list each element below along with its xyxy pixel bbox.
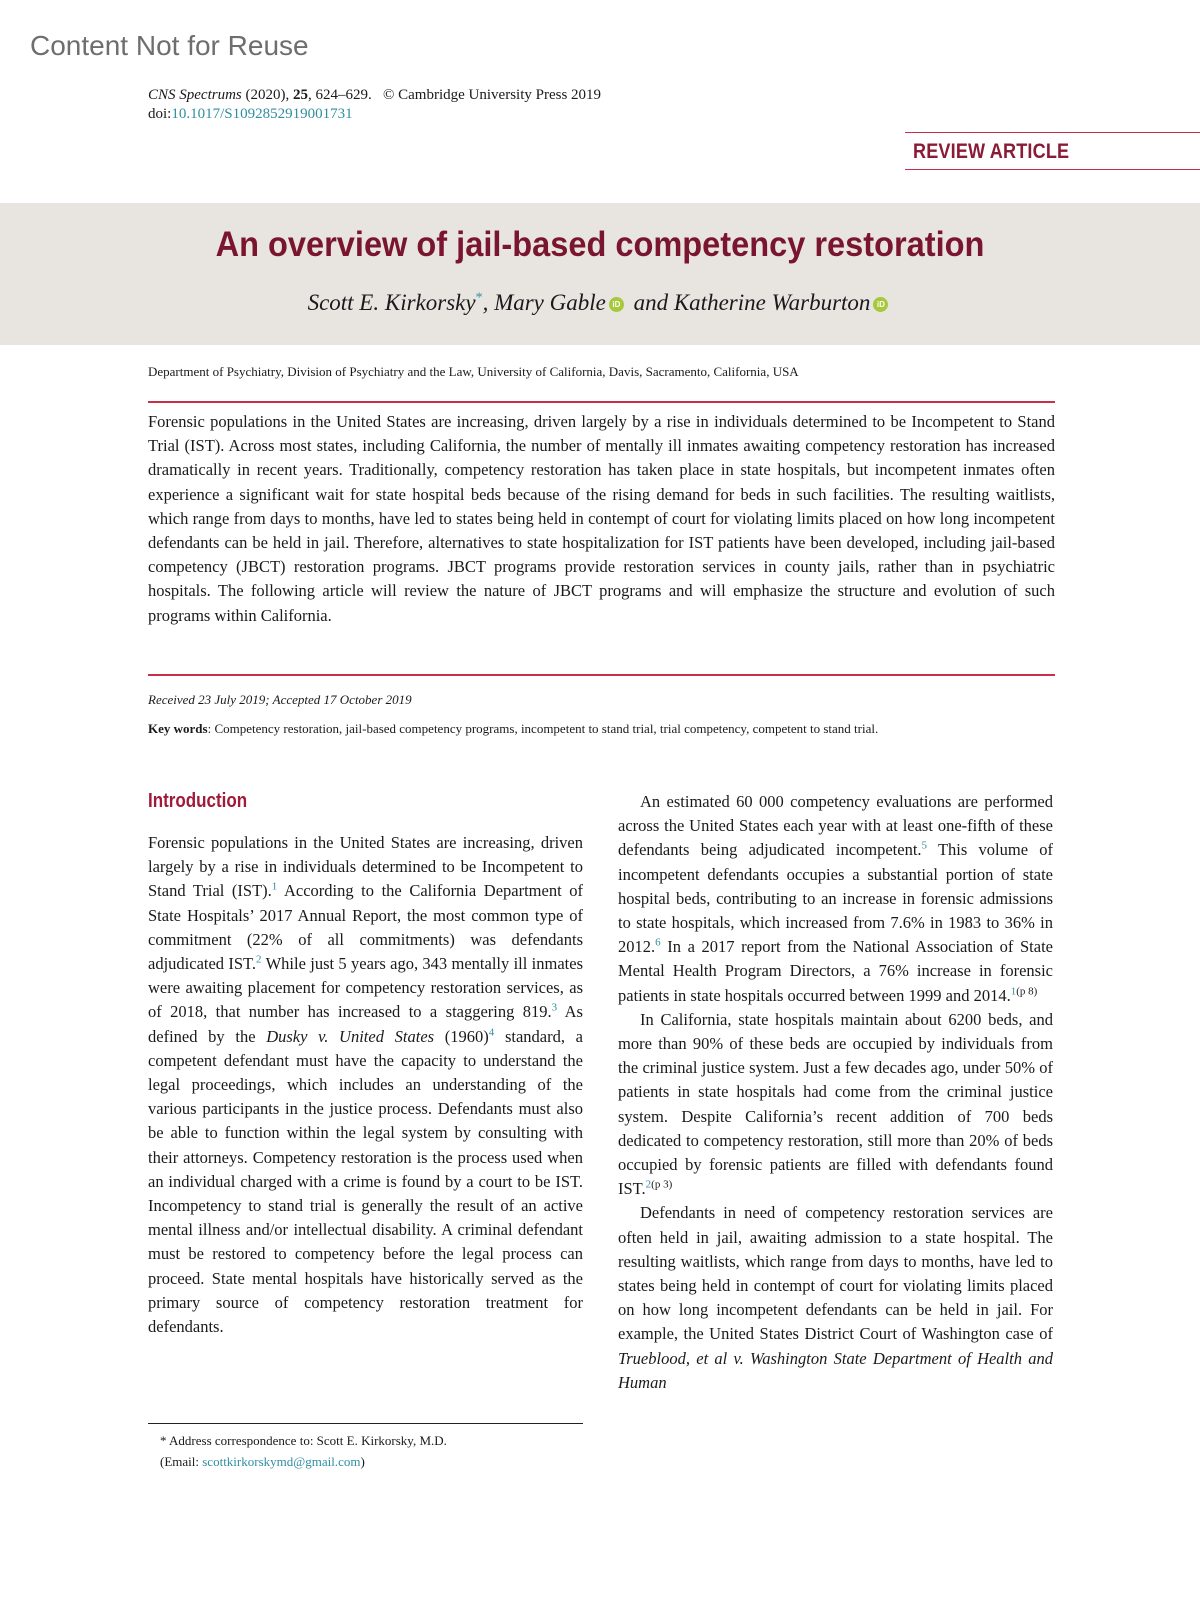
article-title: An overview of jail-based competency restoration [215,225,985,264]
footnote: * Address correspondence to: Scott E. Kirkorsky, M.D. (Email: scottkirkorskymd@gmail.com) [160,1433,447,1469]
corresponding-author-mark[interactable]: * [475,290,483,306]
title-band [0,203,1200,345]
abstract-top-rule [148,401,1055,403]
journal-name: CNS Spectrums [148,87,242,103]
article-type-banner [905,132,1200,170]
email-link[interactable]: scottkirkorskymd@gmail.com [202,1454,361,1469]
section-heading: Introduction [148,790,248,812]
abstract: Forensic populations in the United States are increasing, driven largely by a rise in individuals determined to be Incompetent to Stand Trial (IST). Across most states, including California, the number of mentally ill inmates awaiting competency restoration has increased dramatically in recent years. Traditionally, competency restoration has taken place in state hospitals, but incompetent inmates often experience a significant wait for state hospital beds because of the rising demand for beds in such facilities. The resulting waitlists, which range from days to months, have led to states being held in contempt of court for violating limits placed on how long incompetent defendants can be held in jail. Therefore, alternatives to state hospitalization for IST patients have been developed, including jail-based competency (JBCT) restoration programs. JBCT programs provide restoration services in county jails, rather than in psychiatric hospitals. The following article will review the nature of JBCT programs and will emphasize the structure and evolution of such programs within California. [148,412,1055,625]
citation-ref[interactable]: 5 [921,839,928,852]
orcid-icon[interactable]: iD [609,297,624,312]
citation-page: (p 3) [651,1178,673,1191]
body-paragraph: An estimated 60 000 competency evaluations are performed across the United States each year with at least one-fifth of these defendants being adjudicated incompetent.$^5$ This volume of incompetent defendants occupies a substantial portion of state hospital beds, contributing to an increase in forensic admissions to state hospitals, which increased from 7.6% in 1983 to 36% in 2012.$^6$ In a 2017 report from the National Association of State Mental Health Program Directors, a 76% increase in forensic patients in state hospitals occurred between 1999 and 2014.$^{1(p 8)}$ [618,792,1053,1005]
footnote-address: Address correspondence to: Scott E. Kirkorsky, M.D. [166,1433,447,1448]
right-column [618,790,1053,1395]
case-name: Dusky v. United States [266,1026,435,1046]
body-paragraph: Forensic populations in the United States are increasing, driven largely by a rise in individuals determined to be Incompetent to Stand Trial (IST).$^1$ According to the California Department of State Hospitals’ 2017 Annual Report, the most common type of commitment (22% of all commitments) was defendants adjudicated IST.$^2$ While just 5 years ago, 343 mentally ill inmates were awaiting placement for competency restoration services, as of 2018, that number has increased to a staggering 819.$^3$ As defined by the Dusky v. United States (1960)$^4$ standard, a competent defendant must have the capacity to understand the legal proceedings, which includes an understanding of the various participants in the justice process. Defendants must also be able to function within the legal system by consulting with their attorneys. Competency restoration is the process used when an individual charged with a crime is found by a court to be IST. Incompetency to stand trial is generally the result of an active mental illness and/or intellectual disability. A criminal defendant must be restored to competency before the legal process can proceed. State mental hospitals have historically served as the primary source of competency restoration treatment for defendants. [148,833,583,1337]
footnote-rule [148,1423,583,1424]
left-column [148,790,583,1339]
author-separator: and [627,290,674,315]
affiliation: Department of Psychiatry, Division of Psychiatry and the Law, University of California, Davis, Sacramento, California, USA [148,364,799,379]
case-name: Trueblood, et al v. Washington State Department of Health and Human [618,1348,1053,1392]
doi-label: doi: [148,106,172,122]
citation-ref[interactable]: 2 [256,953,262,966]
citation-ref[interactable]: 6 [655,936,661,949]
journal-year: (2020), [245,87,290,103]
citation-ref[interactable]: 2 [645,1178,652,1191]
author-2: Mary Gable [494,290,606,315]
watermark: Content Not for Reuse [30,30,309,61]
keywords [148,721,878,737]
orcid-icon[interactable]: iD [873,297,888,312]
journal-copyright: © Cambridge University Press 2019 [383,87,602,103]
citation-ref[interactable]: 3 [551,1001,558,1014]
body-paragraph: In California, state hospitals maintain about 6200 beds, and more than 90% of these beds are occupied by individuals from the criminal justice system. Just a few decades ago, under 50% of patients in state hospitals had come from the criminal justice system. Despite California’s recent addition of 700 beds dedicated to competency restoration, still more than 20% of beds occupied by forensic patients are filled with defendants found IST.$^{2(p 3)}$ [618,1009,1053,1199]
doi-link[interactable]: 10.1017/S1092852919001731 [171,106,353,122]
abstract-bottom-rule [148,674,1055,676]
citation-ref[interactable]: 1 [1010,985,1017,998]
author-list [0,290,1200,316]
journal-pages: , 624–629. [308,87,372,103]
author-3: Katherine Warburton [673,290,871,315]
author-1: Scott E. Kirkorsky [307,290,476,315]
received-dates: Received 23 July 2019; Accepted 17 October 2019 [148,692,412,707]
citation-ref[interactable]: 4 [488,1026,495,1039]
keywords-label: Key words [148,721,208,736]
body-paragraph: Defendants in need of competency restoration services are often held in jail, awaiting admission to a state hospital. The resulting waitlists, which range from days to months, have led to states being held in contempt of court for violating limits placed on how long incompetent defendants can be held in jail. For example, the United States District Court of Washington case of Trueblood, et al v. Washington State Department of Health and Human [618,1203,1053,1392]
journal-citation [148,86,601,124]
citation-ref[interactable]: 1 [271,880,278,893]
keywords-text: : Competency restoration, jail-based competency programs, incompetent to stand trial, trial competency, competent to stand trial. [207,721,879,736]
article-type-label: REVIEW ARTICLE [913,140,1070,163]
author-separator: , [482,290,495,315]
footnote-mark: * [160,1433,167,1448]
citation-page: (p 8) [1016,985,1038,998]
journal-volume: 25 [293,87,308,103]
